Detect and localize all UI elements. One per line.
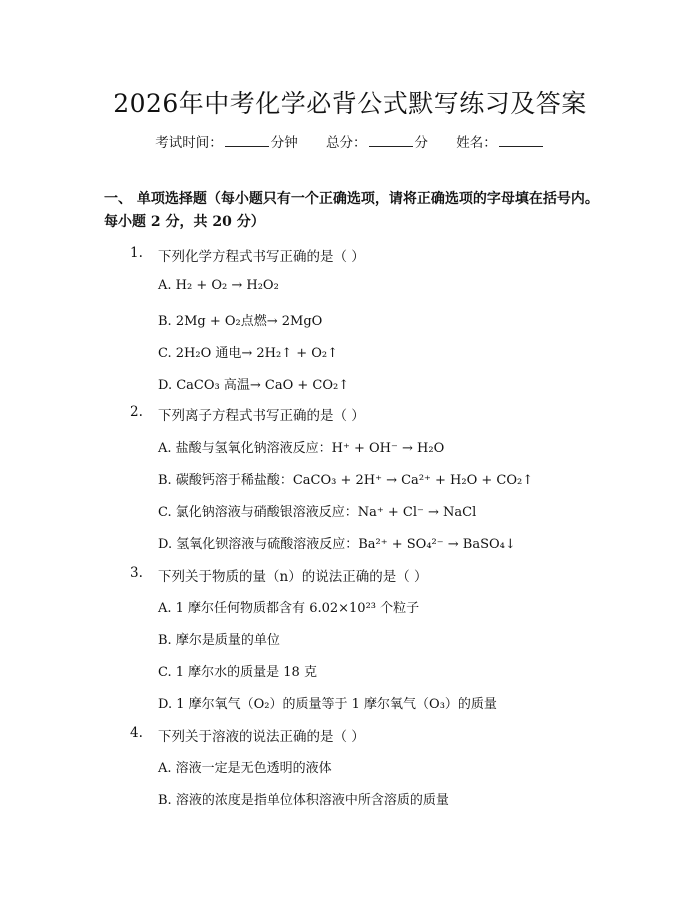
name-field bbox=[456, 135, 545, 151]
question-number: 1. bbox=[130, 245, 143, 261]
option-3b[interactable]: B. 摩尔是质量的单位 bbox=[158, 633, 280, 648]
option-1a[interactable]: A. H₂ + O₂ → H₂O₂ bbox=[158, 278, 279, 293]
section-heading-line2: 每小题 2 分，共 20 分） bbox=[104, 214, 265, 230]
question-number: 4. bbox=[130, 725, 143, 741]
question-text: 下列关于物质的量（n）的说法正确的是（ ） bbox=[158, 569, 428, 585]
option-2d[interactable]: D. 氢氧化钡溶液与硫酸溶液反应：Ba²⁺ + SO₄²⁻ → BaSO₄↓ bbox=[158, 537, 516, 552]
score-field bbox=[326, 135, 432, 151]
time-blank[interactable] bbox=[225, 134, 269, 147]
score-unit: 分 bbox=[414, 135, 428, 151]
option-3d[interactable]: D. 1 摩尔氧气（O₂）的质量等于 1 摩尔氧气（O₃）的质量 bbox=[158, 697, 497, 712]
question-number: 2. bbox=[130, 404, 143, 420]
section-heading bbox=[104, 188, 604, 234]
time-label: 考试时间： bbox=[155, 135, 223, 151]
name-blank[interactable] bbox=[499, 134, 543, 147]
option-4a[interactable]: A. 溶液一定是无色透明的液体 bbox=[158, 761, 332, 776]
question-text: 下列化学方程式书写正确的是（ ） bbox=[158, 249, 365, 265]
option-2b[interactable]: B. 碳酸钙溶于稀盐酸：CaCO₃ + 2H⁺ → Ca²⁺ + H₂O + CO₂↑ bbox=[158, 473, 534, 488]
question-number: 3. bbox=[130, 565, 143, 581]
page-title: 2026年中考化学必背公式默写练习及答案 bbox=[113, 89, 587, 118]
question-text: 下列离子方程式书写正确的是（ ） bbox=[158, 408, 365, 424]
option-4b[interactable]: B. 溶液的浓度是指单位体积溶液中所含溶质的质量 bbox=[158, 793, 449, 808]
option-1d[interactable]: D. CaCO₃ 高温→ CaO + CO₂↑ bbox=[158, 378, 350, 393]
option-2c[interactable]: C. 氯化钠溶液与硝酸银溶液反应：Na⁺ + Cl⁻ → NaCl bbox=[158, 505, 477, 520]
question-text: 下列关于溶液的说法正确的是（ ） bbox=[158, 729, 365, 745]
option-3a[interactable]: A. 1 摩尔任何物质都含有 6.02×10²³ 个粒子 bbox=[158, 601, 420, 616]
section-heading-line1: 一、 单项选择题（每小题只有一个正确选项，请将正确选项的字母填在括号内。 bbox=[104, 191, 599, 207]
score-blank[interactable] bbox=[369, 134, 413, 147]
option-2a[interactable]: A. 盐酸与氢氧化钠溶液反应：H⁺ + OH⁻ → H₂O bbox=[158, 441, 445, 456]
option-1b[interactable]: B. 2Mg + O₂点燃→ 2MgO bbox=[158, 314, 323, 329]
time-field bbox=[155, 135, 302, 151]
exam-meta bbox=[0, 131, 700, 151]
score-label: 总分： bbox=[326, 135, 367, 151]
name-label: 姓名： bbox=[456, 135, 497, 151]
time-unit: 分钟 bbox=[270, 135, 298, 151]
option-1c[interactable]: C. 2H₂O 通电→ 2H₂↑ + O₂↑ bbox=[158, 346, 339, 361]
option-3c[interactable]: C. 1 摩尔水的质量是 18 克 bbox=[158, 665, 317, 680]
